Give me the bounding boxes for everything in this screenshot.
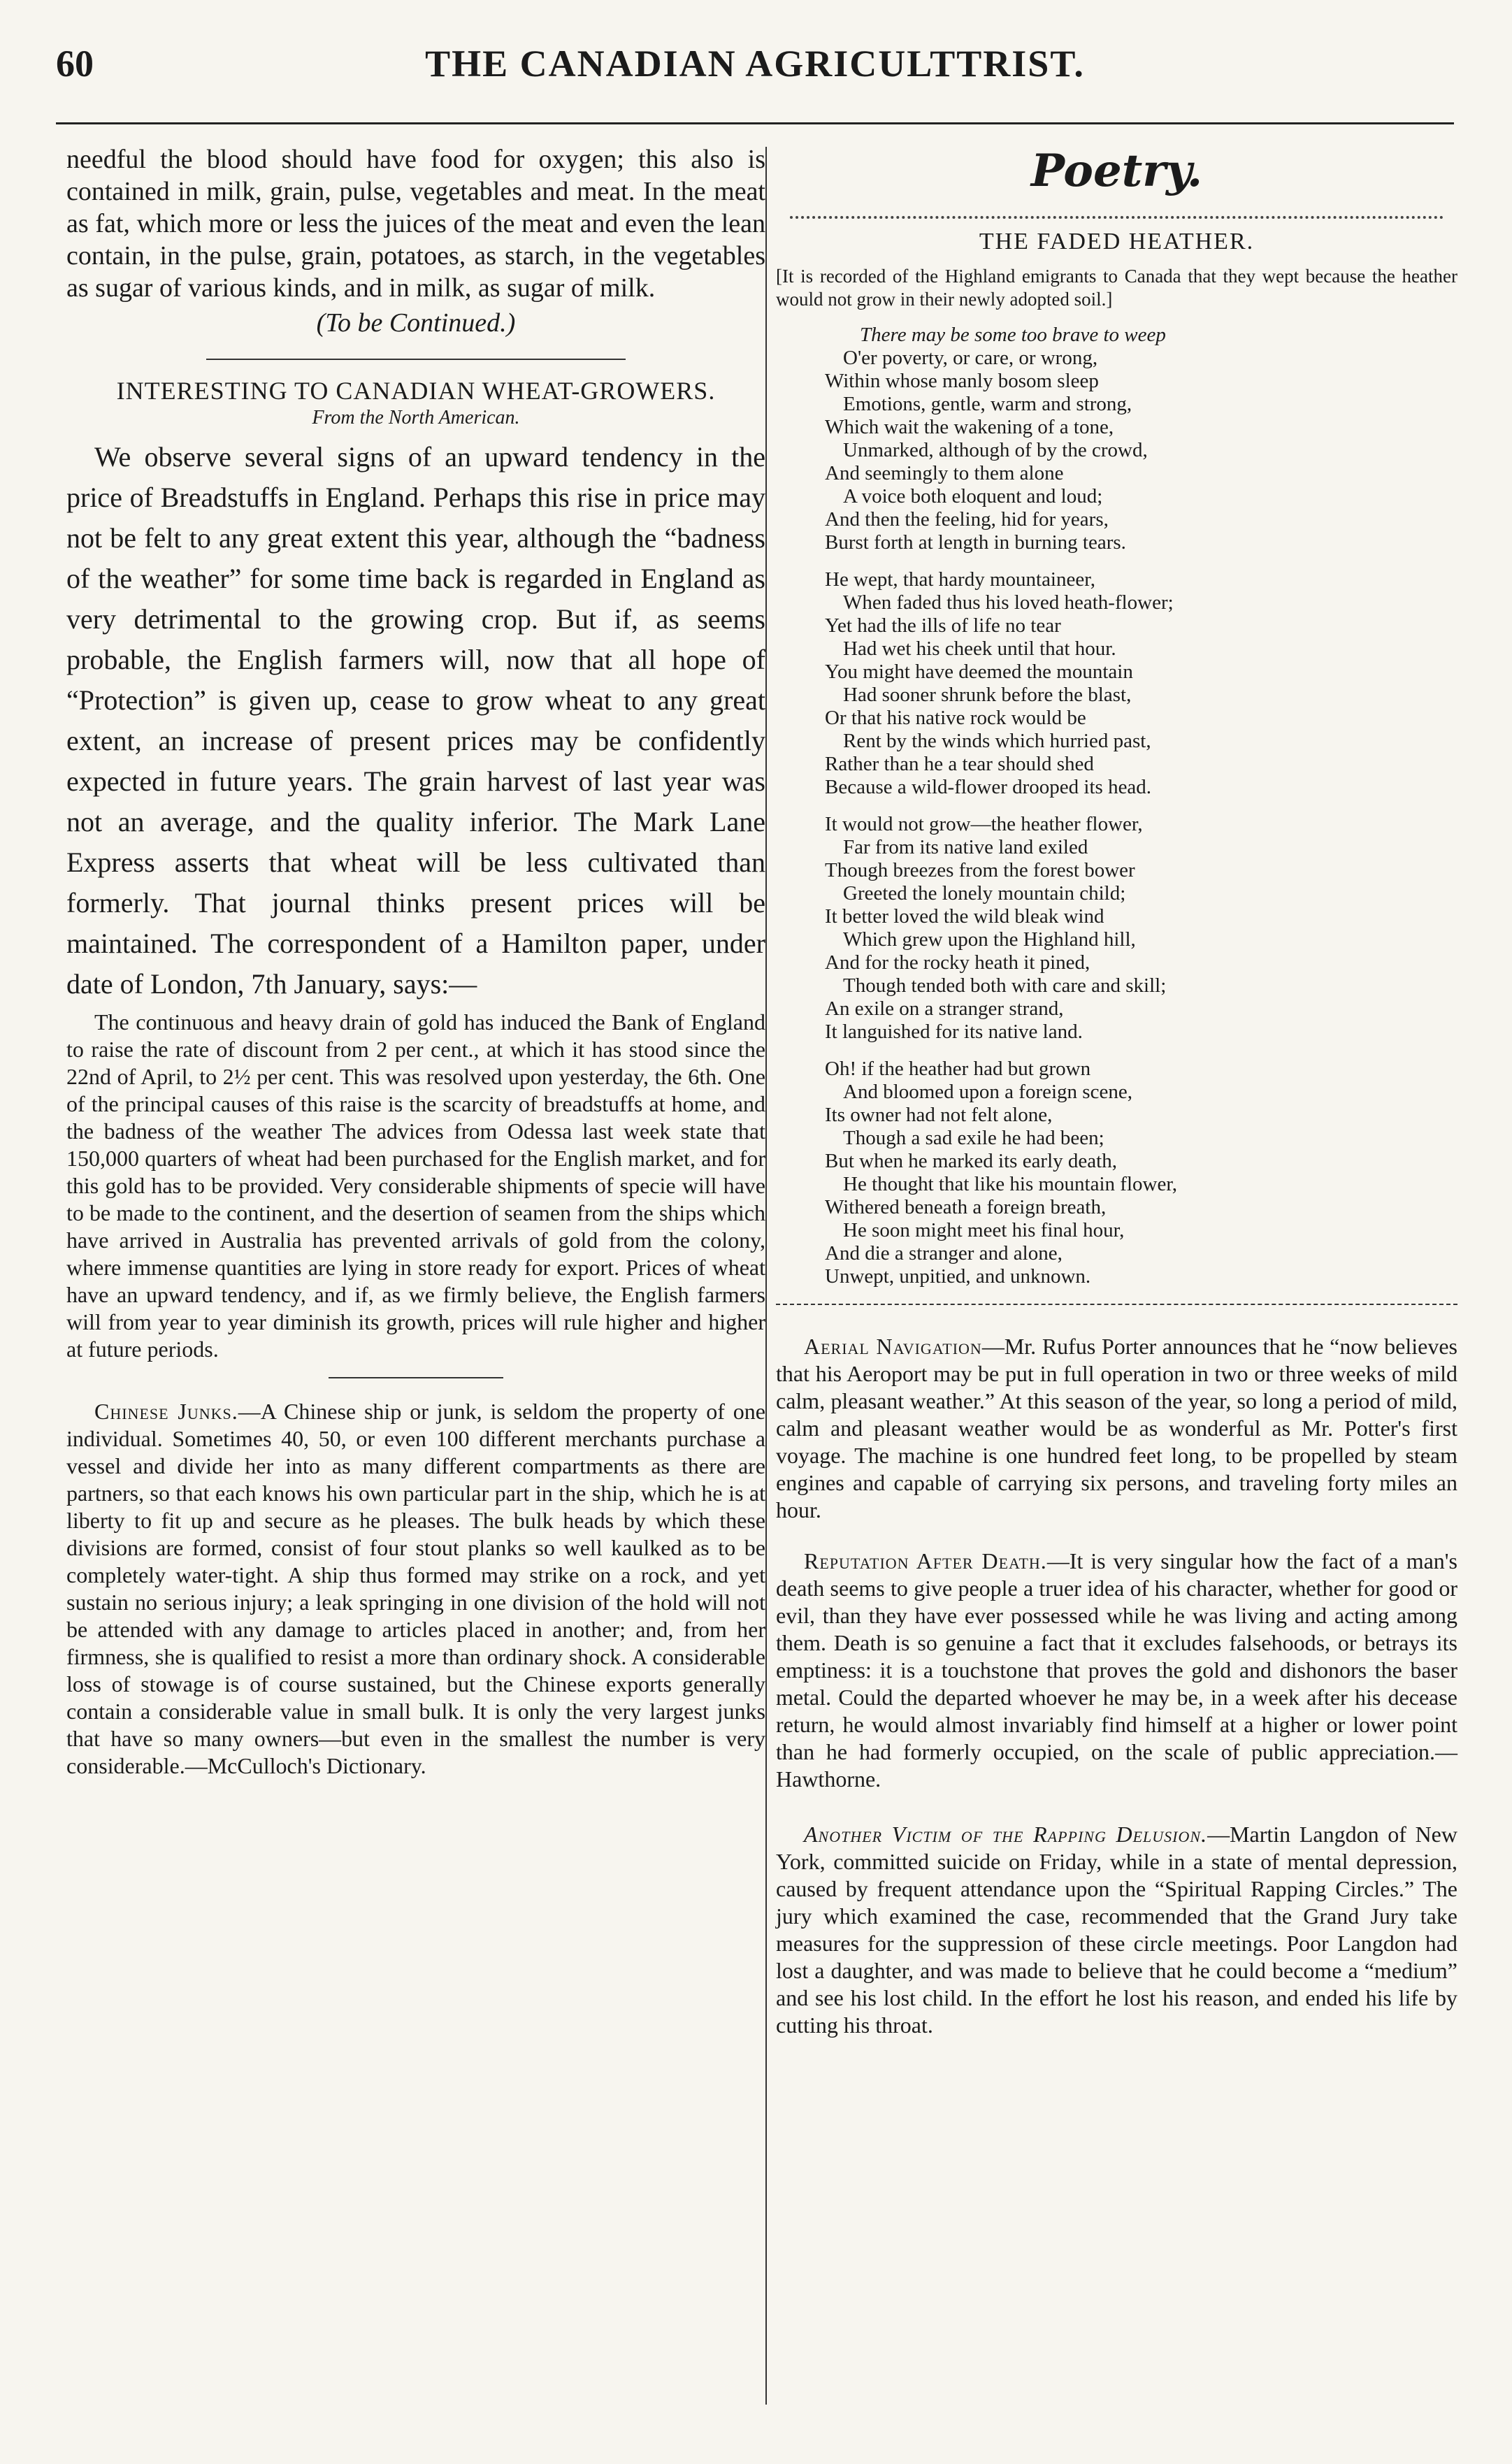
poem-line: When faded thus his loved heath-flower; [843, 591, 1174, 614]
poem-line: Oh! if the heather had but grown [825, 1058, 1091, 1080]
poem-line: It languished for its native land. [825, 1021, 1083, 1043]
poem-stanza-3 [825, 813, 1457, 1044]
section-separator [206, 359, 626, 360]
column-divider [765, 147, 767, 2405]
poem-line: Far from its native land exiled [843, 836, 1088, 858]
wheat-article-heading: INTERESTING TO CANADIAN WHEAT-GROWERS. [116, 377, 716, 405]
poem-line: Unmarked, although of by the crowd, [843, 439, 1148, 461]
reputation-article [776, 1548, 1457, 1793]
poem-line: Which grew upon the Highland hill, [843, 928, 1136, 951]
section-separator [776, 1304, 1457, 1305]
poem-line: Greeted the lonely mountain child; [843, 882, 1126, 905]
aerial-navigation-article [776, 1333, 1457, 1524]
poem-line: And then the feeling, hid for years, [825, 508, 1109, 531]
poem-line: And for the rocky heath it pined, [825, 951, 1090, 974]
poem-line: Though a sad exile he had been; [843, 1127, 1104, 1149]
poem-line: And bloomed upon a foreign scene, [843, 1081, 1132, 1103]
poem-line: Withered beneath a foreign breath, [825, 1196, 1107, 1218]
page-number: 60 [56, 43, 94, 85]
rapping-delusion-body: —Martin Langdon of New York, committed suicide on Friday, while in a state of mental depression, caused by frequent attendance upon the “Spiritual Rapping Circles.” The jury which examined the case, recommended that the Grand Jury take measures for the suppression of these circle meetings. Poor Langdon had lost a daughter, and was made to believe that he could become a “medium” and see his lost child. In the effort he lost his reason, and ended his life by cutting his throat. [776, 1822, 1457, 2038]
poem-line: Rather than he a tear should shed [825, 753, 1094, 775]
aerial-navigation-title: Aerial Navigation [804, 1334, 982, 1359]
reputation-body: —It is very singular how the fact of a man's death seems to give people a truer idea of his character, whether for good or evil, than they have ever possessed while he was living and acting among them. Death is so genuine a fact that it excludes falsehoods, or betrays its emptiness: it is a touchstone that proves the gold and dishonors the baser metal. Could the departed whoever he may be, in a week after his decease return, he would almost invariably find himself at a higher or lower point than he had formerly occupied, on the scale of public appreciation.—Hawthorne. [776, 1548, 1457, 1792]
poem-line: He wept, that hardy mountaineer, [825, 568, 1095, 591]
poem-stanza-1 [825, 324, 1457, 554]
poem-line: A voice both eloquent and loud; [843, 485, 1103, 507]
rapping-delusion-title: Another Victim of the Rapping Delusion. [804, 1822, 1208, 1847]
poem-line: And seemingly to them alone [825, 462, 1064, 484]
poem-line: Its owner had not felt alone, [825, 1104, 1053, 1126]
left-column [66, 143, 765, 1780]
poem-line: He soon might meet his final hour, [843, 1219, 1125, 1241]
poem-line: Though tended both with care and skill; [843, 974, 1167, 997]
poem-line: He thought that like his mountain flower, [843, 1173, 1178, 1195]
aerial-navigation-body: —Mr. Rufus Porter announces that he “now believes that his Aeroport may be put in full operation in two or three weeks of mild calm, pleasant weather.” At this season of the year, so long a period of mild, calm and pleasant weather would be as wonderful as Mr. Potter's first voyage. The machine is one hundred feet long, to be propelled by steam engines and capable of carrying six persons, and traveling forty miles an hour. [776, 1334, 1457, 1522]
section-separator [329, 1377, 503, 1378]
poem-line: Emotions, gentle, warm and strong, [843, 393, 1132, 415]
running-title: THE CANADIAN AGRICULTTRIST. [425, 43, 1085, 85]
poem-line: But when he marked its early death, [825, 1150, 1117, 1172]
ornamental-rule [790, 201, 1443, 219]
poem-line: Which wait the wakening of a tone, [825, 416, 1114, 438]
poem-line: It would not grow—the heather flower, [825, 813, 1143, 835]
poem-line: Yet had the ills of life no tear [825, 614, 1061, 637]
poem-line: Because a wild-flower drooped its head. [825, 776, 1152, 798]
poem-line: Or that his native rock would be [825, 707, 1086, 729]
poem-line: Though breezes from the forest bower [825, 859, 1135, 881]
poem-line: Had wet his cheek until that hour. [843, 637, 1116, 660]
chinese-junks-body: —A Chinese ship or junk, is seldom the property of one individual. Sometimes 40, 50, or even 100 different merchants purchase a vessel and divide her into as many different compartments as there are partners, so that each knows his own particular part in the ship, which he is at liberty to fit up and secure as he pleases. The bulk heads by which these divisions are formed, consist of four stout planks so well kaulked as to be completely water-tight. A ship thus formed may strike on a rock, and yet sustain no serious injury; a leak springing in one division of the hold will not be attended with any damage to articles placed in another; and, from her firmness, she is qualified to resist a more than ordinary shock. A considerable loss of stowage is of course sustained, but the Chinese exports generally contain a considerable value in small bulk. It is only the very largest junks that have so many owners—but even in the smallest the number is very considerable.—McCulloch's Dictionary. [66, 1399, 766, 1778]
rapping-delusion-article [776, 1821, 1457, 2039]
chinese-junks-title: Chinese Junks. [94, 1399, 238, 1424]
continued-paragraph: needful the blood should have food for oxygen; this also is contained in milk, grain, pulse, vegetables and meat. In the meat as fat, which more or less the juices of the meat and even the lean contain, in the pulse, grain, potatoes, as starch, in the vegetables as sugar of various kinds, and in milk, as sugar of milk. [66, 145, 765, 303]
header-rule [56, 122, 1454, 124]
poem-line: It better loved the wild bleak wind [825, 905, 1104, 928]
wheat-article-quote: The continuous and heavy drain of gold has induced the Bank of England to raise the rate of discount from 2 per cent., at which it has stood since the 22nd of April, to 2½ per cent. This was resolved upon yesterday, the 6th. One of the principal causes of this raise is the scarcity of breadstuffs at home, and the badness of the weather The advices from Odessa last week state that 150,000 quarters of wheat had been purchased for the English market, and for this gold has to be provided. Very considerable shipments of specie will have to be made to the continent, and the desertion of seamen from the ships which have arrived in Australia has prevented arrivals of gold from the colony, where immense quantities are lying in store ready for export. Prices of wheat have an upward tendency, and if, as we firmly believe, the English farmers will from year to year diminish its growth, prices will rule higher and higher at future periods. [66, 1009, 765, 1362]
poem-line: You might have deemed the mountain [825, 661, 1133, 683]
poem-line: Burst forth at length in burning tears. [825, 531, 1126, 554]
wheat-article-paragraph: We observe several signs of an upward tendency in the price of Breadstuffs in England. Perhaps this rise in price may not be felt to any great extent this year, although the “badness of the weather” for some time back is regarded in England as very detrimental to the growing crop. But if, as seems probable, the English farmers will, now that all hope of “Protection” is given up, cease to grow wheat to any great extent, an increase of present prices may be confidently expected in future years. The grain harvest of last year was not an average, and the quality inferior. The Mark Lane Express asserts that wheat will be less cultivated than formerly. That journal thinks present prices will be maintained. The correspondent of a Hamilton paper, under date of London, 7th January, says:— [66, 441, 765, 1000]
poem-stanza-2 [825, 568, 1457, 799]
poem-line: An exile on a stranger strand, [825, 997, 1064, 1020]
right-column [776, 143, 1457, 2039]
poem-line: Rent by the winds which hurried past, [843, 730, 1151, 752]
poem-line: Within whose manly bosom sleep [825, 370, 1099, 392]
page-header [56, 42, 1454, 105]
wheat-article-source: From the North American. [312, 407, 520, 428]
poem-stanza-4 [825, 1058, 1457, 1288]
poem-line: There may be some too brave to weep [860, 324, 1166, 346]
poem-line: Had sooner shrunk before the blast, [843, 684, 1132, 706]
poem-line: O'er poverty, or care, or wrong, [843, 347, 1098, 369]
poem-line: Unwept, unpitied, and unknown. [825, 1265, 1091, 1288]
poem-title: THE FADED HEATHER. [979, 229, 1255, 254]
reputation-title: Reputation After Death. [804, 1548, 1047, 1573]
to-be-continued: (To be Continued.) [316, 308, 516, 338]
chinese-junks-article [66, 1398, 765, 1780]
poem-line: And die a stranger and alone, [825, 1242, 1063, 1265]
poetry-section-title: Poetry. [1030, 145, 1203, 197]
poem-note: [It is recorded of the Highland emigrants to Canada that they wept because the heather would not grow in their newly adopted soil.] [776, 266, 1457, 310]
